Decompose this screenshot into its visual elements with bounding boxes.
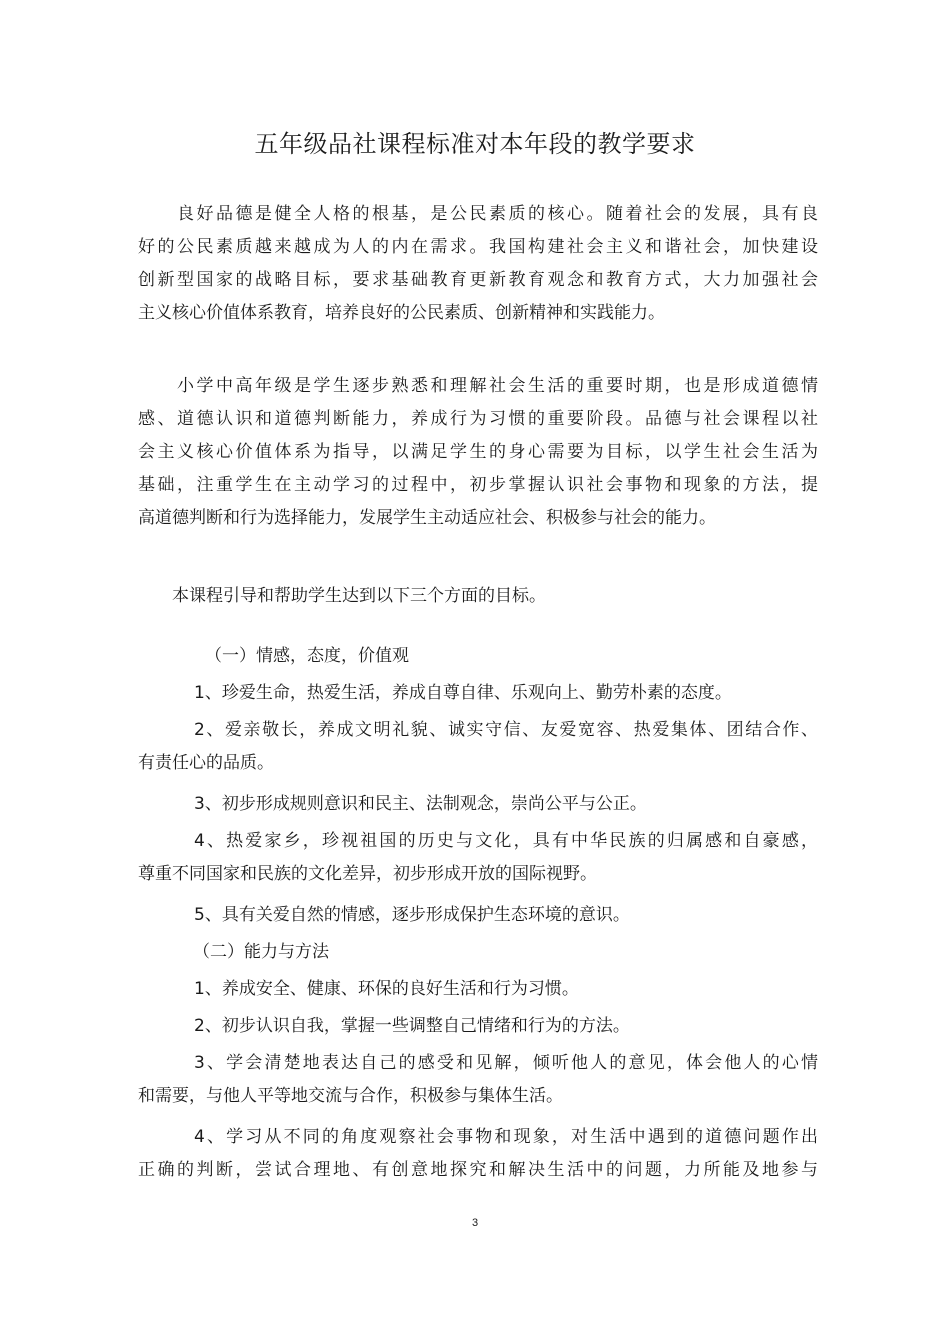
text-line: 1、珍爱生命，热爱生活，养成自尊自律、乐观向上、勤劳朴素的态度。: [194, 683, 732, 703]
intro-paragraph-3: [138, 580, 818, 613]
section2-item-2: [138, 1010, 818, 1043]
section1-item-3: [138, 788, 818, 821]
section1-item-1: [138, 677, 818, 710]
section-heading-text: （一）情感，态度，价值观: [205, 646, 409, 666]
text-line: 良好品德是健全人格的根基，是公民素质的核心。随着社会的发展，具有良: [138, 204, 818, 224]
text-line: 4、学习从不同的角度观察社会事物和现象，对生活中遇到的道德问题作出: [194, 1127, 818, 1147]
text-line: 会主义核心价值体系为指导，以满足学生的身心需要为目标，以学生社会生活为: [138, 442, 818, 462]
text-line: 高道德判断和行为选择能力，发展学生主动适应社会、积极参与社会的能力。: [138, 508, 716, 528]
text-line: 创新型国家的战略目标，要求基础教育更新教育观念和教育方式，大力加强社会: [138, 270, 818, 290]
intro-paragraph-2: [138, 370, 818, 535]
text-line: 感、道德认识和道德判断能力，养成行为习惯的重要阶段。品德与社会课程以社: [138, 409, 818, 429]
text-line: 3、初步形成规则意识和民主、法制观念，崇尚公平与公正。: [194, 794, 647, 814]
section2-item-3: [138, 1047, 818, 1113]
section1-item-5: [138, 899, 818, 932]
section2-item-4: [138, 1121, 818, 1187]
text-line: 好的公民素质越来越成为人的内在需求。我国构建社会主义和谐社会，加快建设: [138, 237, 818, 257]
text-line: 本课程引导和帮助学生达到以下三个方面的目标。: [138, 586, 546, 606]
text-line: 正确的判断，尝试合理地、有创意地探究和解决生活中的问题，力所能及地参与: [138, 1160, 818, 1180]
text-line: 4、热爱家乡，珍视祖国的历史与文化，具有中华民族的归属感和自豪感，: [194, 831, 818, 851]
page-number: 3: [471, 1217, 479, 1229]
text-line: 1、养成安全、健康、环保的良好生活和行为习惯。: [194, 979, 579, 999]
document-title: 五年级品社课程标准对本年段的教学要求: [254, 130, 696, 158]
section-heading-1: [205, 640, 805, 673]
text-line: 2、初步认识自我，掌握一些调整自己情绪和行为的方法。: [194, 1016, 630, 1036]
text-line: 有责任心的品质。: [138, 753, 274, 773]
section-heading-2: [193, 936, 793, 969]
text-line: 2、爱亲敬长，养成文明礼貌、诚实守信、友爱宽容、热爱集体、团结合作、: [194, 720, 818, 740]
text-line: 5、具有关爱自然的情感，逐步形成保护生态环境的意识。: [194, 905, 630, 925]
section-heading-text: （二）能力与方法: [193, 942, 329, 962]
section2-item-1: [138, 973, 818, 1006]
text-line: 主义核心价值体系教育，培养良好的公民素质、创新精神和实践能力。: [138, 303, 665, 323]
section1-item-2: [138, 714, 818, 780]
text-line: 3、学会清楚地表达自己的感受和见解，倾听他人的意见，体会他人的心情: [194, 1053, 818, 1073]
intro-paragraph-1: [138, 198, 818, 330]
section1-item-4: [138, 825, 818, 891]
text-line: 和需要，与他人平等地交流与合作，积极参与集体生活。: [138, 1086, 563, 1106]
text-line: 尊重不同国家和民族的文化差异，初步形成开放的国际视野。: [138, 864, 597, 884]
text-line: 小学中高年级是学生逐步熟悉和理解社会生活的重要时期，也是形成道德情: [138, 376, 818, 396]
text-line: 基础，注重学生在主动学习的过程中，初步掌握认识社会事物和现象的方法，提: [138, 475, 818, 495]
